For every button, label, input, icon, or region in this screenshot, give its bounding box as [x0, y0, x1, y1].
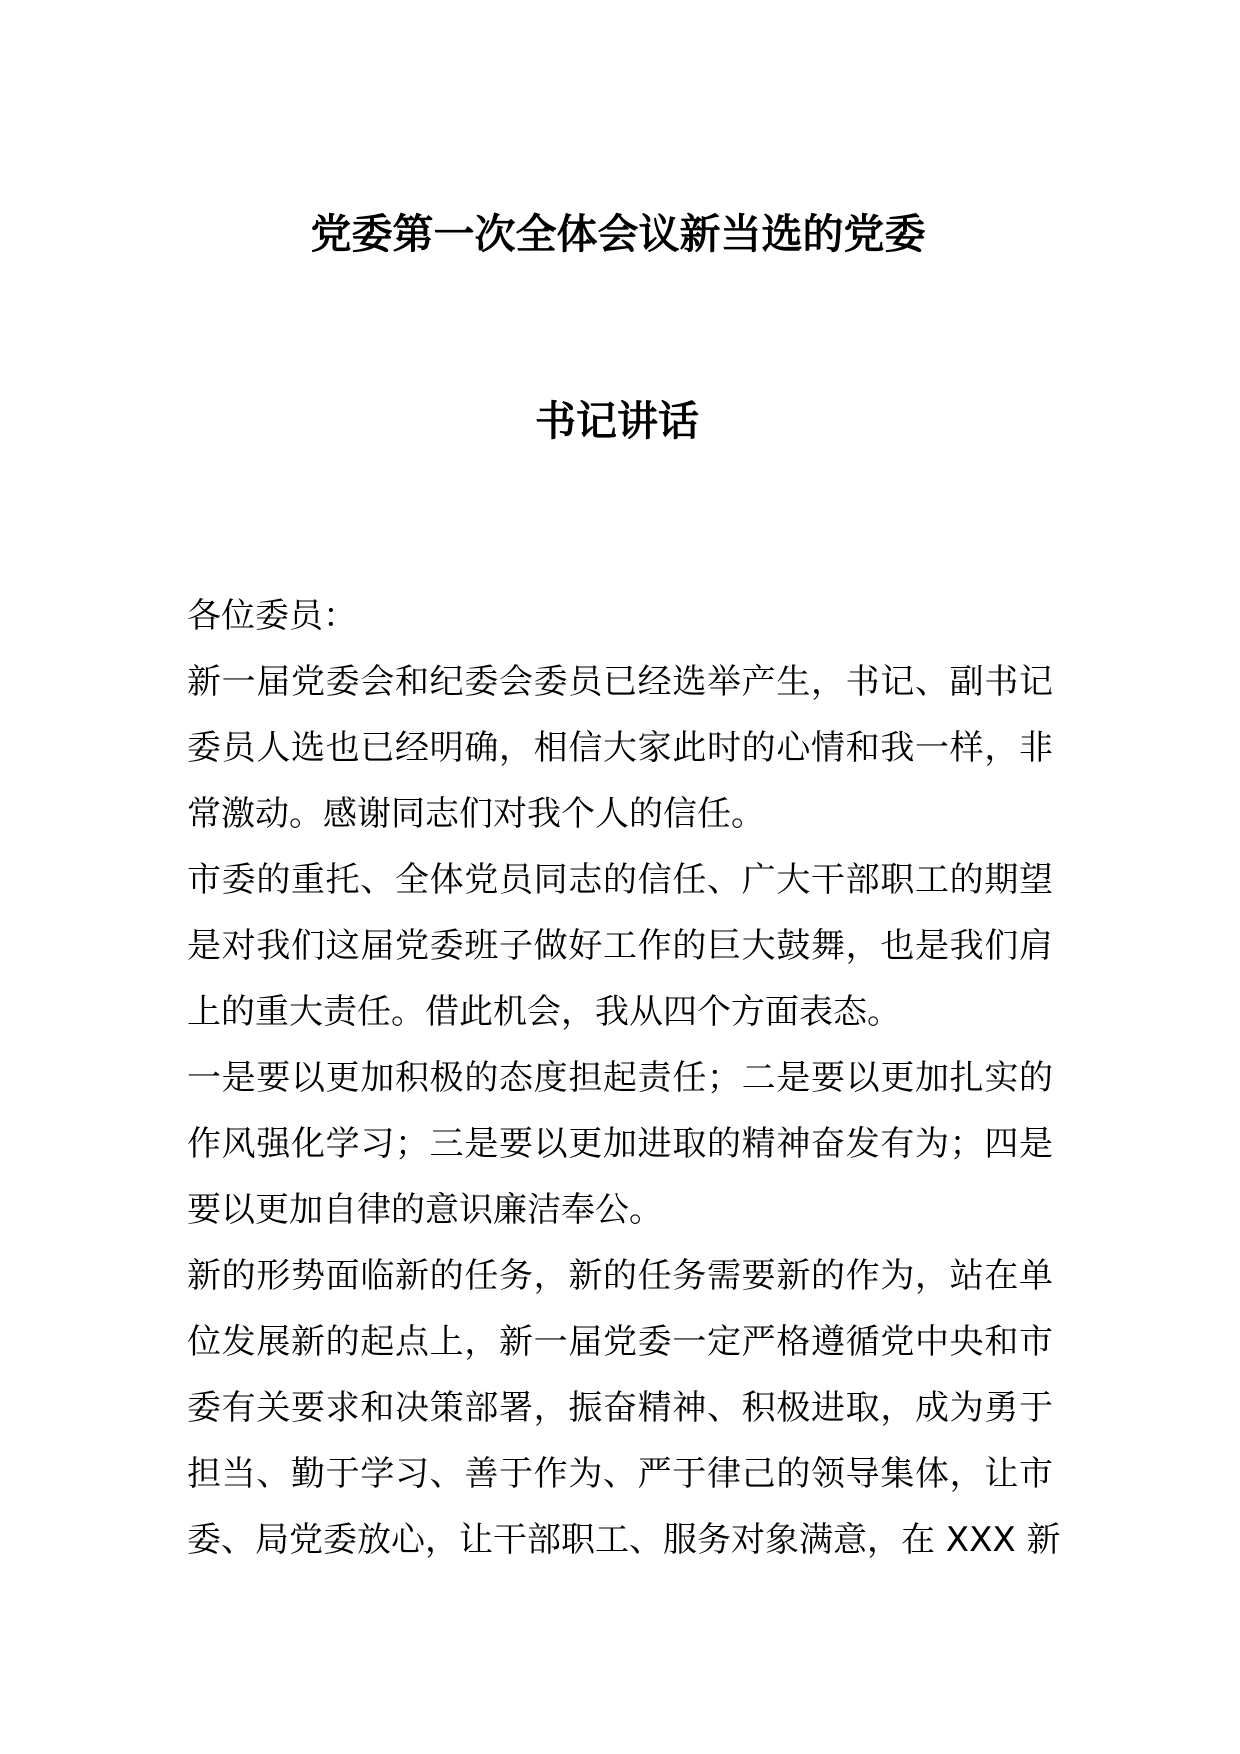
- document-title-line-2: 书记讲话: [535, 397, 699, 445]
- paragraph-line: 要以更加自律的意识廉洁奉公。: [187, 1190, 663, 1230]
- paragraph-line: 常激动。感谢同志们对我个人的信任。: [187, 794, 765, 834]
- paragraph-line: 新的形势面临新的任务，新的任务需要新的作为，站在单: [187, 1256, 1053, 1296]
- document-body: [187, 583, 1061, 1573]
- paragraph-line: 委员人选也已经明确，相信大家此时的心情和我一样，非: [187, 728, 1053, 768]
- paragraph-line: 委、局党委放心，让干部职工、服务对象满意，在 XXX 新: [187, 1520, 1061, 1560]
- document-title-line-1: 党委第一次全体会议新当选的党委: [310, 210, 926, 258]
- paragraph-line: 委有关要求和决策部署，振奋精神、积极进取，成为勇于: [187, 1388, 1053, 1428]
- paragraph-line: 上的重大责任。借此机会，我从四个方面表态。: [187, 992, 901, 1032]
- salutation: 各位委员：: [187, 596, 357, 636]
- paragraph-line: 位发展新的起点上，新一届党委一定严格遵循党中央和市: [187, 1322, 1053, 1362]
- paragraph-3: [187, 1045, 1053, 1243]
- paragraph-2: [187, 847, 1053, 1045]
- paragraph-line: 市委的重托、全体党员同志的信任、广大干部职工的期望: [187, 860, 1053, 900]
- paragraph-line: 新一届党委会和纪委会委员已经选举产生，书记、副书记: [187, 662, 1053, 702]
- paragraph-4: [187, 1243, 1061, 1573]
- paragraph-line: 作风强化学习；三是要以更加进取的精神奋发有为；四是: [187, 1124, 1053, 1164]
- paragraph-line: 一是要以更加积极的态度担起责任；二是要以更加扎实的: [187, 1058, 1053, 1098]
- paragraph-line: 担当、勤于学习、善于作为、严于律己的领导集体，让市: [187, 1454, 1053, 1494]
- paragraph-1: [187, 649, 1053, 847]
- paragraph-line: 是对我们这届党委班子做好工作的巨大鼓舞，也是我们肩: [187, 926, 1053, 966]
